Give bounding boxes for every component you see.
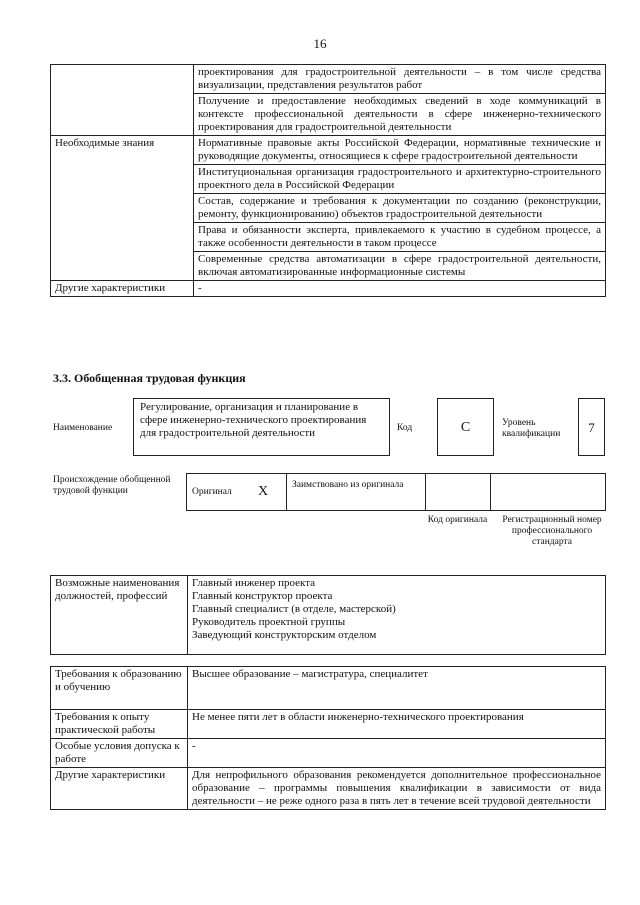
positions-table — [50, 575, 606, 655]
origin-divider — [286, 473, 287, 511]
reg-caption: Регистрационный номер профессионального стандарта — [502, 515, 602, 547]
original-label: Оригинал — [192, 487, 232, 497]
row-label: Другие характеристики — [51, 281, 194, 297]
table-row — [51, 710, 606, 739]
section-heading: 3.3. Обобщенная трудовая функция — [53, 371, 246, 385]
table-row — [51, 768, 606, 810]
table-cell: Для непрофильного образования рекомендуется дополнительное профессиональное образование – программы повышения квалификации в зависимости от вида деятельности – не реже одного раза в пять лет в течение всей трудовой деятельности — [188, 768, 606, 810]
table-cell: Состав, содержание и требования к документации по созданию (реконструкции, ремонту, функционированию) объектов градостроительной деятельности — [194, 194, 606, 223]
positions-label: Возможные наименования должностей, профессий — [51, 576, 188, 655]
origin-label: Происхождение обобщенной трудовой функции — [53, 475, 171, 496]
code-value: C — [437, 398, 494, 456]
row-label: Особые условия допуска к работе — [51, 739, 188, 768]
table-cell: Не менее пяти лет в области инженерно-технического проектирования — [188, 710, 606, 739]
row-label — [51, 65, 194, 136]
row-label: Другие характеристики — [51, 768, 188, 810]
table-row — [51, 667, 606, 710]
table-row — [51, 739, 606, 768]
list-item: Руководитель проектной группы — [192, 616, 346, 628]
code-caption: Код оригинала — [427, 515, 488, 525]
list-item: Главный конструктор проекта — [192, 590, 333, 602]
row-label: Необходимые знания — [51, 136, 194, 281]
page-number: 16 — [313, 36, 327, 51]
borrowed-label: Заимствовано из оригинала — [292, 480, 404, 490]
origin-divider — [490, 473, 491, 511]
level-label: Уровень квалификации — [502, 418, 561, 439]
positions-list — [188, 576, 606, 655]
table-cell: проектирования для градостроительной деятельности – в том числе средства визуализации, представления результатов работ — [194, 65, 606, 94]
name-label: Наименование — [53, 423, 113, 433]
row-label: Требования к образованию и обучению — [51, 667, 188, 710]
name-value: Регулирование, организация и планирование в сфере инженерно-технического проектирования для градостроительной деятельности — [133, 398, 390, 456]
table-row — [51, 65, 606, 94]
code-label: Код — [397, 423, 413, 433]
list-item: Заведующий конструкторским отделом — [192, 629, 377, 641]
table-cell: - — [194, 281, 606, 297]
table-cell: Права и обязанности эксперта, привлекаемого к участию в судебном процессе, а также особенности деятельности в таком процессе — [194, 223, 606, 252]
table-cell: Высшее образование – магистратура, специалитет — [188, 667, 606, 710]
knowledge-table — [50, 64, 606, 297]
origin-box — [186, 473, 606, 511]
table-cell: - — [188, 739, 606, 768]
table-cell: Современные средства автоматизации в сфере градостроительной деятельности, включая автоматизированные информационные системы — [194, 252, 606, 281]
origin-divider — [425, 473, 426, 511]
list-item: Главный специалист (в отделе, мастерской) — [192, 603, 396, 615]
level-value: 7 — [578, 398, 605, 456]
table-row — [51, 576, 606, 655]
requirements-table — [50, 666, 606, 810]
list-item: Главный инженер проекта — [192, 577, 316, 589]
table-cell: Получение и предоставление необходимых сведений в ходе коммуникаций в контексте профессиональной деятельности в сфере инженерно-технического проектирования для градостроительной деятельности — [194, 94, 606, 136]
row-label: Требования к опыту практической работы — [51, 710, 188, 739]
table-cell: Нормативные правовые акты Российской Федерации, нормативные технические и руководящие документы, относящиеся к сфере градостроительной деятельности — [194, 136, 606, 165]
table-cell: Институциональная организация градостроительного и архитектурно-строительного проектного дела в Российской Федерации — [194, 165, 606, 194]
original-mark: X — [258, 484, 269, 499]
table-row — [51, 281, 606, 297]
table-row — [51, 136, 606, 165]
